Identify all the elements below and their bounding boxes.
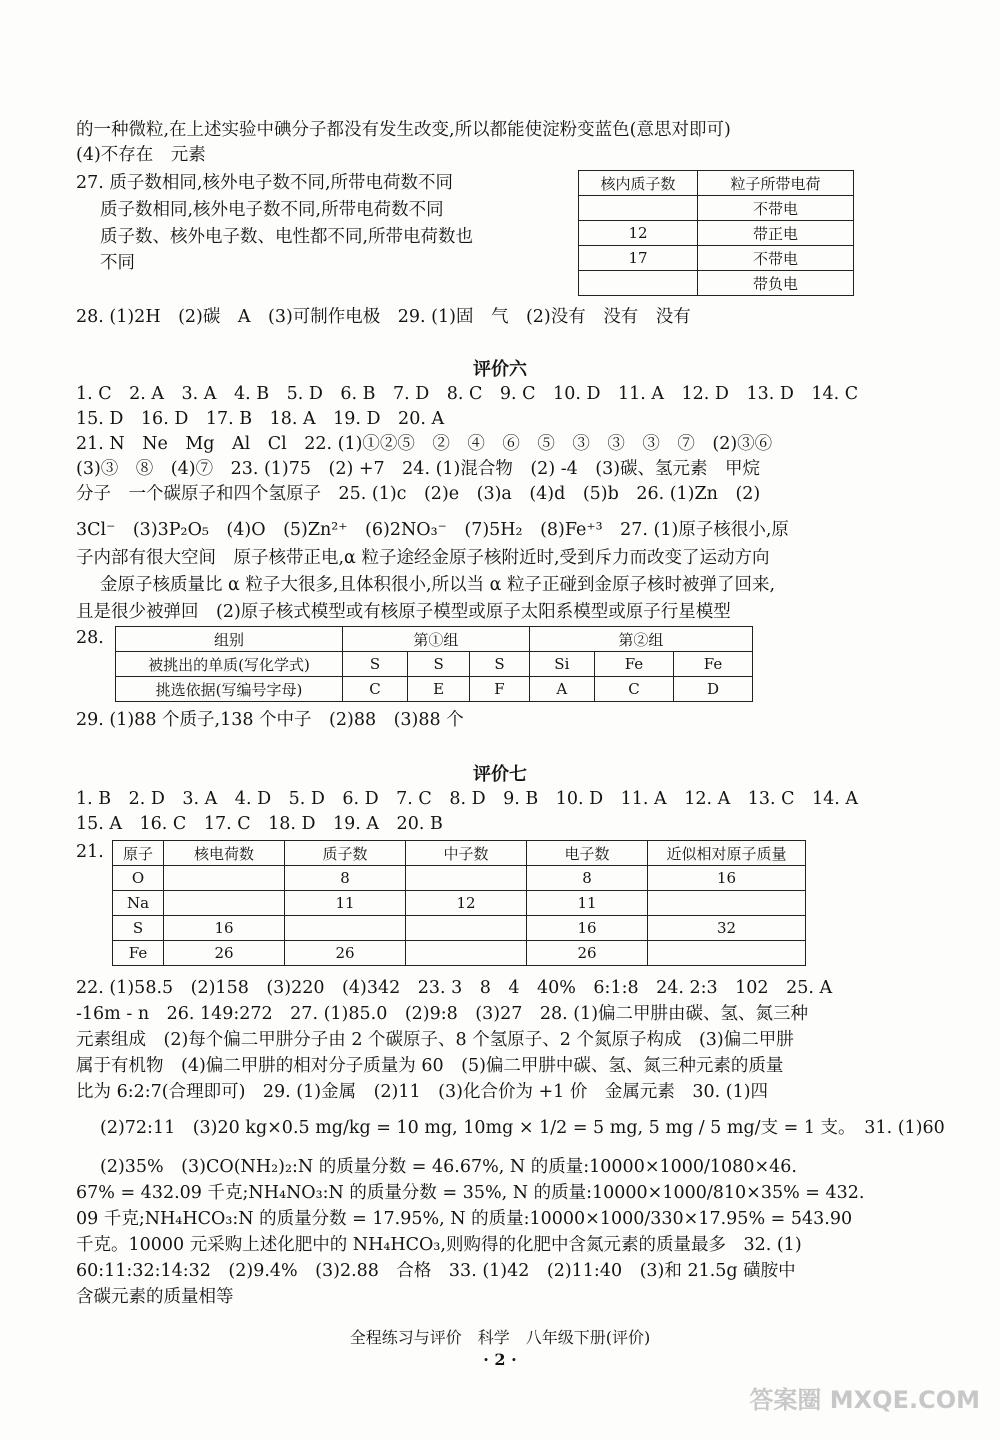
text-line: 金原子核质量比 α 粒子大很多,且体积很小,所以当 α 粒子正碰到金原子核时被弹了回来, (100, 575, 776, 595)
text-line: 15. A 16. C 17. C 18. D 19. A 20. B (76, 814, 443, 834)
table-cell: 11 (285, 891, 406, 916)
table-cell: 11 (527, 891, 648, 916)
table-row (113, 891, 806, 916)
table-cell: Fe (673, 652, 752, 677)
text-line: 09 千克;NH₄HCO₃:N 的质量分数 = 17.95%, N 的质量:10000×1000/330×17.95% = 543.90 (76, 1209, 853, 1229)
table-cell: 带负电 (698, 271, 854, 296)
text-line: -16m - n 26. 149:272 27. (1)85.0 (2)9:8 (3)27 28. (1)偏二甲肼由碳、氢、氮三种 (76, 1004, 809, 1024)
row-label: 被挑出的单质(写化学式) (116, 652, 343, 677)
atom-table (112, 840, 806, 966)
table-cell: 带正电 (698, 221, 854, 246)
table-row (113, 866, 806, 891)
table-header: 组别 (116, 627, 343, 652)
table-cell: 16 (527, 916, 648, 941)
table-cell (648, 891, 806, 916)
page-number: · 2 · (483, 1350, 517, 1369)
table-cell: F (470, 677, 530, 702)
table-cell: 12 (406, 891, 527, 916)
table-cell: S (407, 652, 469, 677)
table-row (579, 221, 854, 246)
table-cell (579, 196, 698, 221)
text-line: 属于有机物 (4)偏二甲肼的相对分子质量为 60 (5)偏二甲肼中碳、氢、氮三种元素的质量 (76, 1056, 784, 1076)
table-header: 核电荷数 (164, 841, 285, 866)
table-cell: 26 (527, 941, 648, 966)
table-header: 质子数 (285, 841, 406, 866)
table-cell: 不带电 (698, 196, 854, 221)
text-line: 3Cl⁻ (3)3P₂O₅ (4)O (5)Zn²⁺ (6)2NO₃⁻ (7)5H₂ (8)Fe⁺³ 27. (1)原子核很小,原 (76, 520, 789, 540)
table-row (116, 677, 753, 702)
table-row (579, 196, 854, 221)
text-line: 60:11:32:14:32 (2)9.4% (3)2.88 合格 33. (1)42 (2)11:40 (3)和 21.5g 磺胺中 (76, 1261, 796, 1281)
table-header: 第①组 (343, 627, 530, 652)
charge-table (578, 170, 854, 296)
table-cell: 26 (285, 941, 406, 966)
table-cell (406, 916, 527, 941)
text-line: 且是很少被弹回 (2)原子核式模型或有核原子模型或原子太阳系模型或原子行星模型 (76, 602, 731, 622)
table-row (579, 271, 854, 296)
table-cell (406, 941, 527, 966)
table-cell: Na (113, 891, 164, 916)
table-cell: C (343, 677, 408, 702)
table-cell: 16 (648, 866, 806, 891)
text-line: 27. 质子数相同,核外电子数不同,所带电荷数不同 (76, 173, 454, 193)
text-line: 的一种微粒,在上述实验中碘分子都没有发生改变,所以都能使淀粉变蓝色(意思对即可) (76, 120, 731, 140)
table-cell: 32 (648, 916, 806, 941)
table-cell: Fe (113, 941, 164, 966)
element-selection-table (115, 626, 753, 702)
text-line: 分子 一个碳原子和四个氢原子 25. (1)c (2)e (3)a (4)d (5)b 26. (1)Zn (2) (76, 484, 761, 504)
table-row (579, 246, 854, 271)
question-label: 28. (76, 628, 104, 648)
question-label: 21. (76, 842, 104, 862)
table-row (113, 916, 806, 941)
table-row (113, 941, 806, 966)
table-cell (285, 916, 406, 941)
table-cell: O (113, 866, 164, 891)
table-cell: S (113, 916, 164, 941)
table-cell: Fe (594, 652, 673, 677)
text-line: (2)72:11 (3)20 kg×0.5 mg/kg = 10 mg, 10mg × 1/2 = 5 mg, 5 mg / 5 mg/支 = 1 支。 31. (1)60 (100, 1118, 945, 1138)
text-line: 不同 (100, 253, 135, 273)
table-cell (648, 941, 806, 966)
text-line: 21. N Ne Mg Al Cl 22. (1)①②⑤ ② ④ ⑥ ⑤ ③ ③ ③ ⑦ (2)③⑥ (76, 434, 773, 454)
table-header: 近似相对原子质量 (648, 841, 806, 866)
table-cell (406, 866, 527, 891)
text-line: 1. C 2. A 3. A 4. B 5. D 6. B 7. D 8. C 9. C 10. D 11. A 12. D 13. D 14. C (76, 384, 859, 404)
table-cell: D (673, 677, 752, 702)
table-header: 中子数 (406, 841, 527, 866)
text-line: 子内部有很大空间 原子核带正电,α 粒子途经金原子核附近时,受到斥力而改变了运动方向 (76, 548, 770, 568)
table-cell: 不带电 (698, 246, 854, 271)
table-cell (579, 271, 698, 296)
table-cell (164, 891, 285, 916)
table-header: 原子 (113, 841, 164, 866)
text-line: 1. B 2. D 3. A 4. D 5. D 6. D 7. C 8. D 9. B 10. D 11. A 12. A 13. C 14. A (76, 789, 859, 809)
table-header: 电子数 (527, 841, 648, 866)
text-line: 22. (1)58.5 (2)158 (3)220 (4)342 23. 3 8 4 40% 6:1:8 24. 2:3 102 25. A (76, 978, 833, 998)
text-line: 元素组成 (2)每个偏二甲肼分子由 2 个碳原子、8 个氢原子、2 个氮原子构成 (3)偏二甲肼 (76, 1030, 794, 1050)
row-label: 挑选依据(写编号字母) (116, 677, 343, 702)
table-header: 第②组 (529, 627, 752, 652)
section-title-7: 评价七 (473, 764, 527, 785)
text-line: 质子数相同,核外电子数不同,所带电荷数不同 (100, 200, 444, 220)
text-line: 67% = 432.09 千克;NH₄NO₃:N 的质量分数 = 35%, N 的质量:10000×1000/810×35% = 432. (76, 1183, 865, 1203)
table-cell (164, 866, 285, 891)
page-footer: 全程练习与评价 科学 八年级下册(评价) (349, 1328, 651, 1347)
table-header: 粒子所带电荷 (698, 171, 854, 196)
text-line: 15. D 16. D 17. B 18. A 19. D 20. A (76, 409, 445, 429)
table-cell: 16 (164, 916, 285, 941)
text-line: (3)③ ⑧ (4)⑦ 23. (1)75 (2) +7 24. (1)混合物 (2) -4 (3)碳、氢元素 甲烷 (76, 459, 761, 479)
text-line: 含碳元素的质量相等 (76, 1287, 234, 1307)
table-cell: 8 (285, 866, 406, 891)
table-cell: 26 (164, 941, 285, 966)
section-title-6: 评价六 (473, 359, 527, 380)
text-line: 质子数、核外电子数、电性都不同,所带电荷数也 (100, 227, 474, 247)
table-cell: A (529, 677, 594, 702)
table-cell: S (343, 652, 408, 677)
table-row (116, 652, 753, 677)
table-cell: E (407, 677, 469, 702)
text-line: 29. (1)88 个质子,138 个中子 (2)88 (3)88 个 (76, 710, 464, 730)
table-header: 核内质子数 (579, 171, 698, 196)
watermark: 答案圈 MXQE.COM (749, 1386, 980, 1414)
text-line: 千克。10000 元采购上述化肥中的 NH₄HCO₃,则购得的化肥中含氮元素的质量最多 32. (1) (76, 1235, 802, 1255)
table-cell: S (470, 652, 530, 677)
text-line: 28. (1)2H (2)碳 A (3)可制作电极 29. (1)固 气 (2)没有 没有 没有 (76, 307, 691, 327)
table-cell: C (594, 677, 673, 702)
table-cell: Si (529, 652, 594, 677)
text-line: (4)不存在 元素 (76, 145, 206, 165)
table-cell: 12 (579, 221, 698, 246)
text-line: 比为 6:2:7(合理即可) 29. (1)金属 (2)11 (3)化合价为 +1 价 金属元素 30. (1)四 (76, 1082, 769, 1102)
table-cell: 17 (579, 246, 698, 271)
text-line: (2)35% (3)CO(NH₂)₂:N 的质量分数 = 46.67%, N 的质量:10000×1000/1080×46. (100, 1157, 797, 1177)
table-cell: 8 (527, 866, 648, 891)
